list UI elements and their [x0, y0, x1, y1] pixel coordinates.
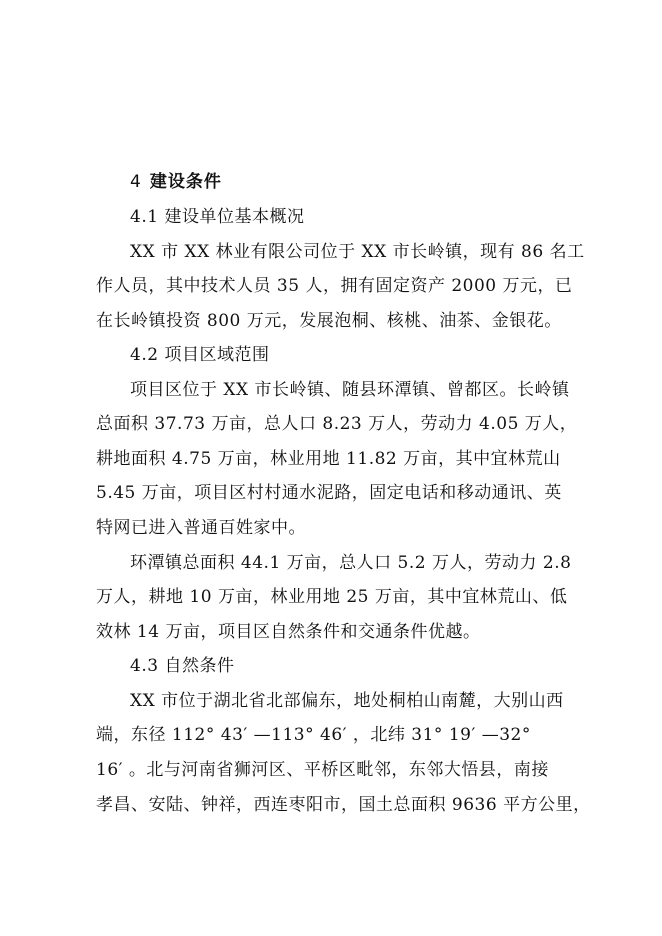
- paragraph-line: 项目区位于 XX 市长岭镇、随县环潭镇、曾都区。长岭镇: [130, 380, 570, 400]
- paragraph-line: XX 市 XX 林业有限公司位于 XX 市长岭镇，现有 86 名工: [130, 242, 585, 262]
- paragraph-line: 效林 14 万亩，项目区自然条件和交通条件优越。: [96, 622, 481, 642]
- paragraph-line: 5.45 万亩，项目区村村通水泥路，固定电话和移动通讯、英: [96, 483, 562, 503]
- subsection-heading-4-3: 4.3 自然条件: [130, 656, 235, 676]
- subsection-heading-4-2: 4.2 项目区域范围: [130, 345, 270, 365]
- paragraph-line: 万人，耕地 10 万亩，林业用地 25 万亩，其中宜林荒山、低: [96, 587, 568, 607]
- paragraph-line: 环潭镇总面积 44.1 万亩，总人口 5.2 万人，劳动力 2.8: [130, 553, 572, 573]
- paragraph-line: XX 市位于湖北省北部偏东，地处桐柏山南麓，大别山西: [130, 691, 564, 711]
- section-heading: [130, 170, 610, 194]
- paragraph-line: 孝昌、安陆、钟祥，西连枣阳市，国土总面积 9636 平方公里，: [96, 795, 591, 815]
- paragraph-line: 作人员，其中技术人员 35 人，拥有固定资产 2000 万元，已: [96, 276, 573, 296]
- section-title: 建设条件: [149, 172, 222, 192]
- paragraph-line: 耕地面积 4.75 万亩，林业用地 11.82 万亩，其中宜林荒山: [96, 449, 561, 469]
- paragraph-line: 在长岭镇投资 800 万元，发展泡桐、核桃、油茶、金银花。: [96, 311, 562, 331]
- section-number: 4: [130, 172, 142, 192]
- paragraph-line: 特网已进入普通百姓家中。: [96, 518, 306, 538]
- paragraph-line: 总面积 37.73 万亩，总人口 8.23 万人，劳动力 4.05 万人，: [96, 414, 578, 434]
- subsection-heading-4-1: 4.1 建设单位基本概况: [130, 207, 305, 227]
- paragraph-line: 端，东径 112° 43′ —113° 46′ ，北纬 31° 19′ —32°: [96, 725, 531, 745]
- paragraph-line: 16′ 。北与河南省狮河区、平桥区毗邻，东邻大悟县，南接: [96, 760, 549, 780]
